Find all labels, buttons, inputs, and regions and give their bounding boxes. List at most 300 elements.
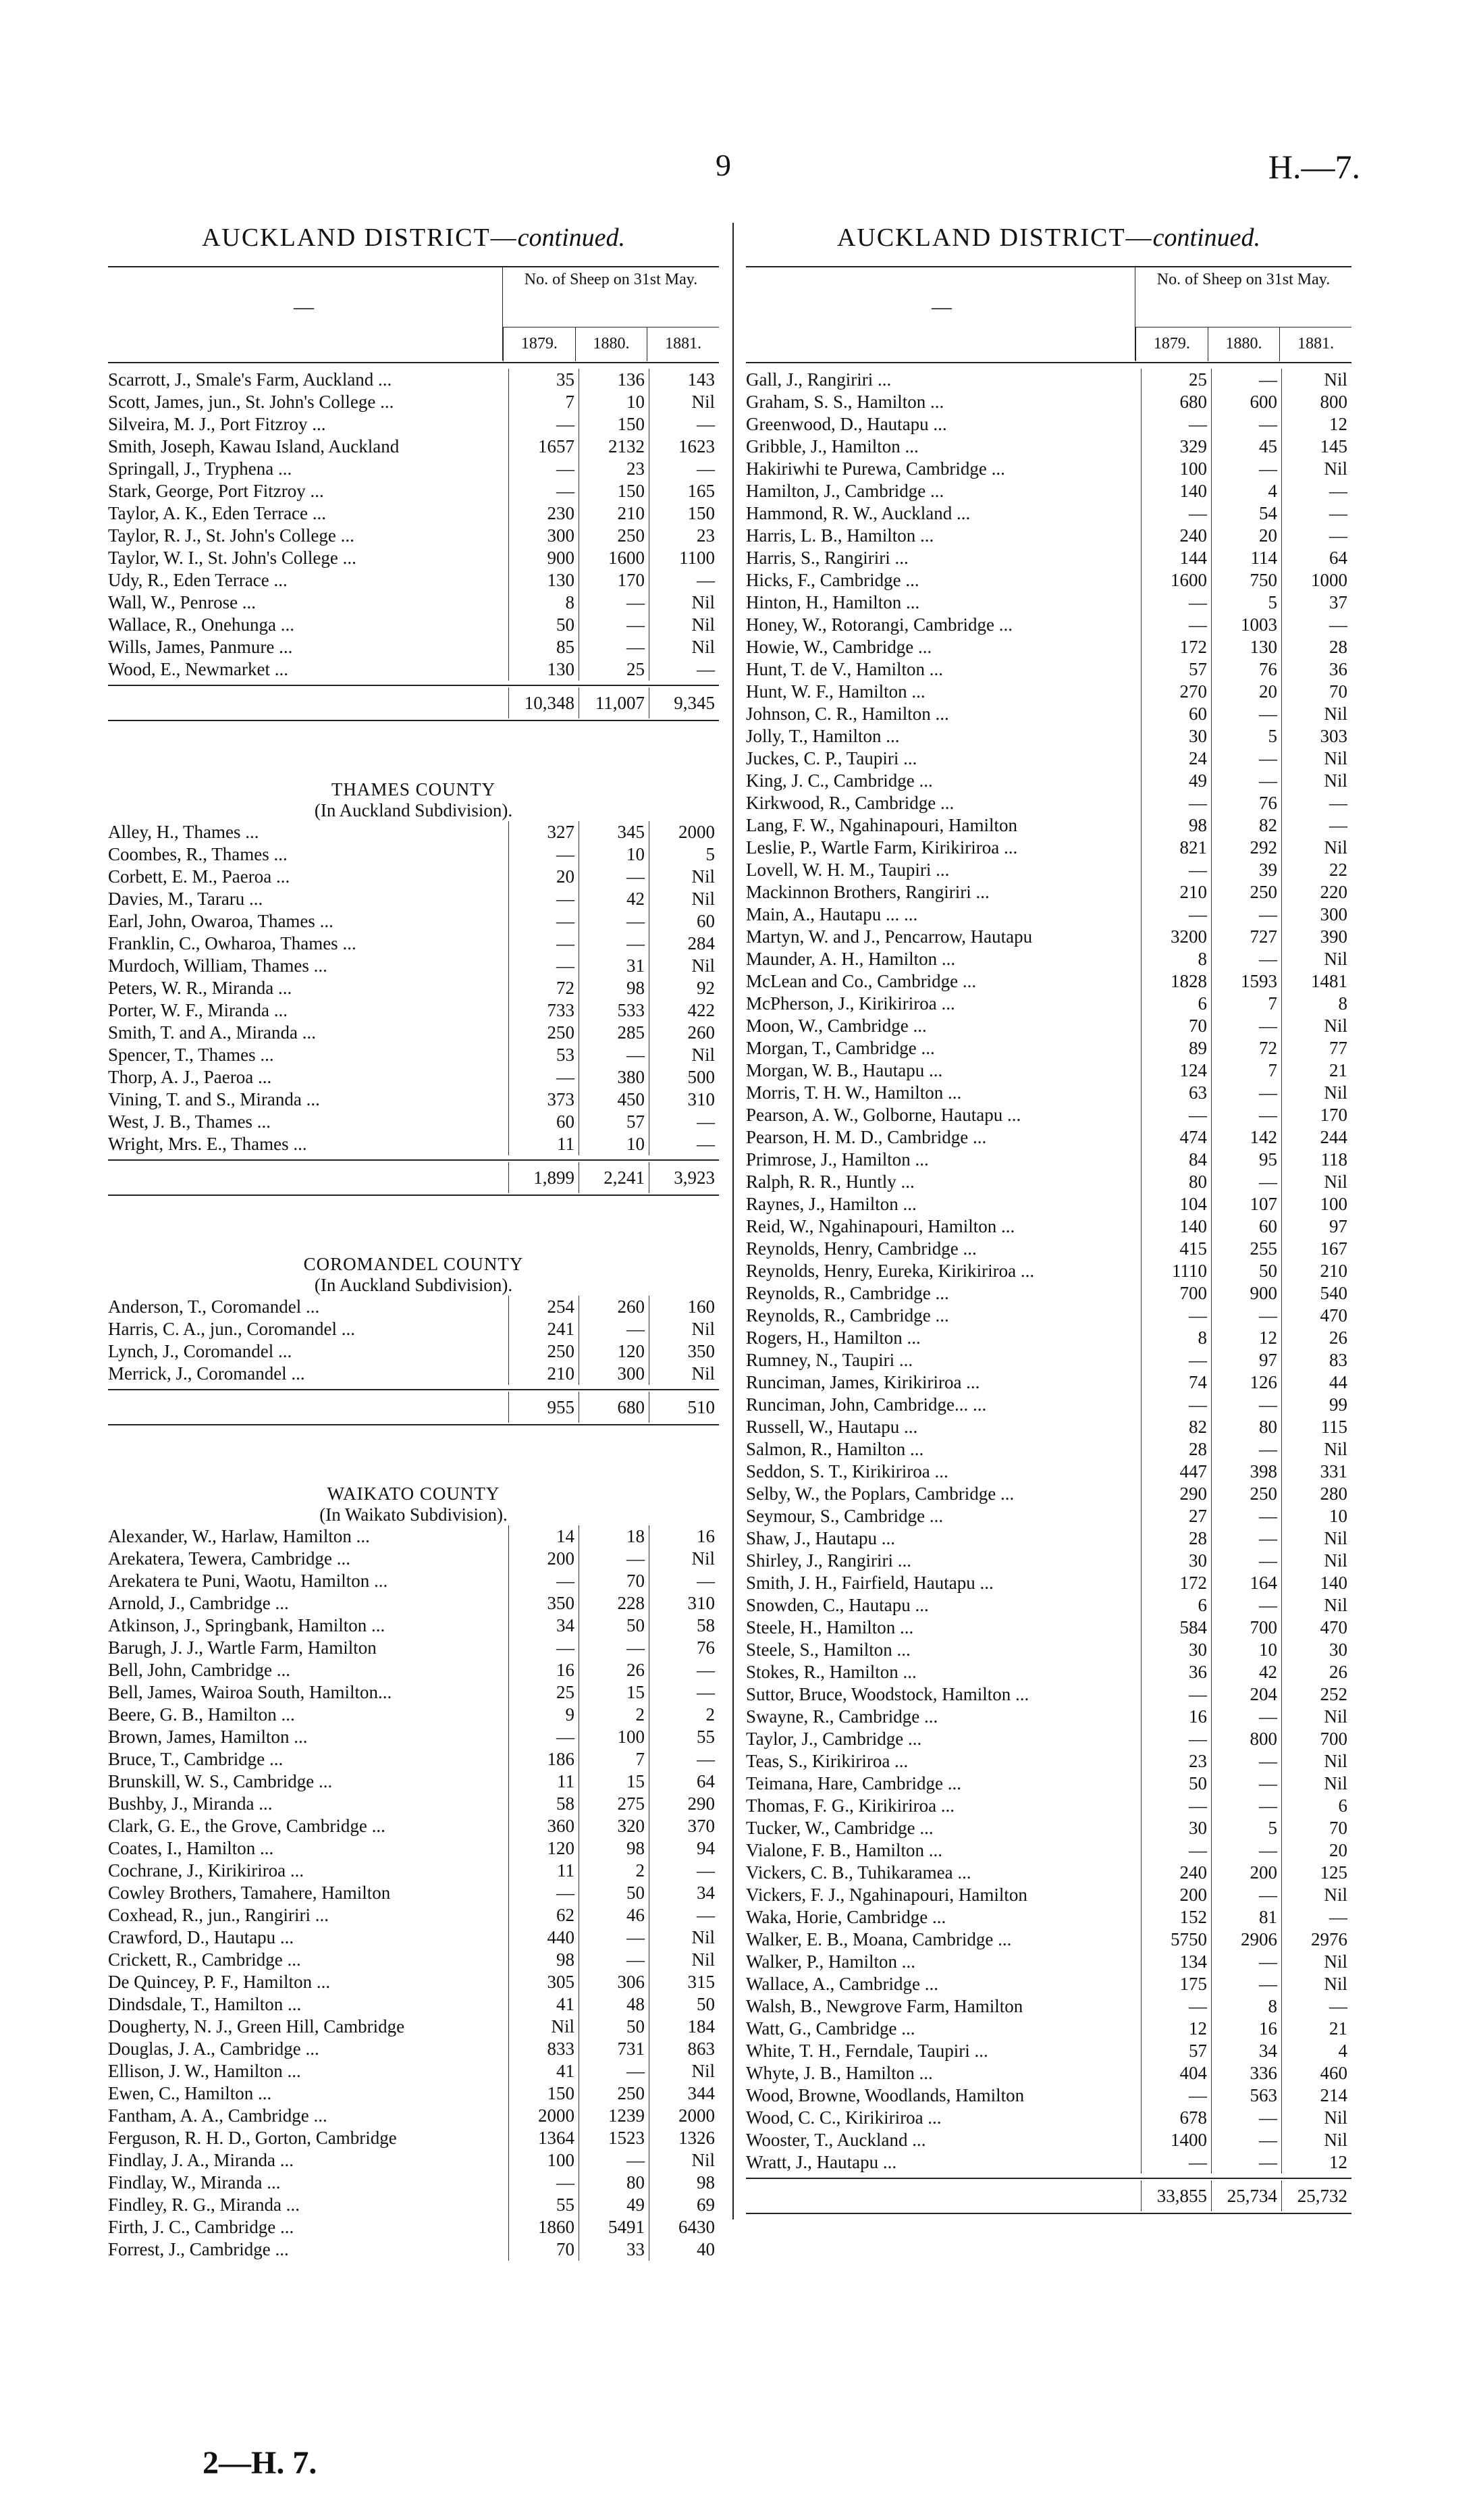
sheep-count: — [1211,1082,1281,1104]
sheep-count: 15 [579,1681,649,1704]
sheep-count: 94 [649,1837,719,1860]
sheep-count: — [649,458,719,480]
sheep-count: 115 [1281,1416,1351,1438]
owner-name: Davies, M., Tararu ... [108,889,263,909]
sheep-count: 167 [1281,1238,1351,1260]
owner-name: Smith, J. H., Fairfield, Hautapu ... [746,1573,994,1593]
table-row [746,1728,1351,1750]
owner-name: Kirkwood, R., Cambridge ... [746,793,955,813]
sheep-count: Nil [1281,1171,1351,1193]
sheep-count: Nil [1281,2129,1351,2151]
owner-name: Juckes, C. P., Taupiri ... [746,748,917,768]
year-1880: 1880. [575,327,647,361]
sheep-count: — [649,658,719,681]
owner-name: Wooster, T., Auckland ... [746,2130,926,2150]
sheep-count: — [1211,1527,1281,1550]
sheep-count: 34 [508,1615,579,1637]
sheep-count: — [1211,1839,1281,1862]
sheep-count: 2 [579,1860,649,1882]
sheep-count: — [1211,413,1281,436]
sheep-count: 563 [1211,2084,1281,2107]
sheep-count: 34 [1211,2040,1281,2062]
sheep-count: 2906 [1211,1928,1281,1951]
table-row [746,1305,1351,1327]
table-row [108,1837,719,1860]
sheep-count: 250 [1211,1483,1281,1505]
sheep-count: 14 [508,1525,579,1548]
sheep-count: 350 [649,1340,719,1363]
sheep-count: 250 [1211,881,1281,903]
owner-name: Scarrott, J., Smale's Farm, Auckland ... [108,369,392,390]
sheep-count: Nil [1281,1706,1351,1728]
owner-name: Alley, H., Thames ... [108,822,259,842]
owner-name: Watt, G., Cambridge ... [746,2018,915,2039]
owner-name: Dougherty, N. J., Green Hill, Cambridge [108,2016,405,2037]
sheep-count: 70 [1141,1015,1211,1037]
thames-total: 1,899 2,241 3,923 [108,1159,719,1196]
table-row [108,2172,719,2194]
sheep-count: — [508,843,579,866]
sheep-count: 7 [1211,1059,1281,1082]
table-row [746,391,1351,413]
column-title-right: AUCKLAND DISTRICT—continued. [836,224,1261,252]
thames-heading: THAMES COUNTY (In Auckland Subdivision). [314,779,513,820]
sheep-count: 1623 [649,436,719,458]
sheep-count: — [1211,2129,1281,2151]
owner-name: Waka, Horie, Cambridge ... [746,1907,946,1927]
owner-name: Pearson, H. M. D., Cambridge ... [746,1127,987,1147]
sheep-count: 41 [508,1993,579,2016]
table-row [746,1995,1351,2018]
sheep-count: 252 [1281,1683,1351,1706]
sheep-count: 76 [649,1637,719,1659]
sheep-count: 143 [649,369,719,391]
sheep-count: — [1141,1394,1211,1416]
header-dash-right: — [932,296,952,318]
table-row [746,1126,1351,1149]
sheep-count: 390 [1281,926,1351,948]
sheep-count: 336 [1211,2062,1281,2084]
sheep-count: 300 [579,1363,649,1385]
table-row [108,569,719,592]
year-1879: 1879. [1135,327,1208,361]
sheep-count: 284 [649,933,719,955]
sheep-count: Nil [649,1044,719,1066]
sheep-count: 1481 [1281,970,1351,993]
sheep-count: — [508,1066,579,1088]
sheep-count: 2 [579,1704,649,1726]
sheep-count: Nil [1281,1594,1351,1617]
sheep-count: 260 [579,1296,649,1318]
sheep-count: 50 [1211,1260,1281,1282]
sheep-count: 210 [1141,881,1211,903]
table-row [746,1015,1351,1037]
owner-name: White, T. H., Ferndale, Taupiri ... [746,2041,988,2061]
sheep-count: Nil [1281,770,1351,792]
sheep-count: 30 [1141,725,1211,747]
table-row [746,2151,1351,2174]
sheep-count: 4 [1211,480,1281,502]
sheep-count: 34 [649,1882,719,1904]
owner-name: Wills, James, Panmure ... [108,637,293,657]
owner-name: Coates, I., Hamilton ... [108,1838,274,1858]
sheep-count: 360 [508,1815,579,1837]
owner-name: Primrose, J., Hamilton ... [746,1149,929,1170]
sheep-count: 62 [508,1904,579,1926]
sheep-count: — [1211,770,1281,792]
owner-name: Vialone, F. B., Hamilton ... [746,1840,942,1860]
owner-name: Mackinnon Brothers, Rangiriri ... [746,882,990,902]
owner-name: Hunt, W. F., Hamilton ... [746,681,926,702]
table-row [746,2107,1351,2129]
sheep-count: 97 [1211,1349,1281,1371]
sheep-count: — [1211,1884,1281,1906]
table-row [746,413,1351,436]
sheep-count: 25 [1141,369,1211,391]
sheep-count: 49 [1141,770,1211,792]
table-row [108,2238,719,2261]
sheep-count: — [579,1926,649,1949]
sheep-count: 23 [579,458,649,480]
table-row [108,1133,719,1155]
sheep-count: Nil [649,614,719,636]
sheep-count: — [579,933,649,955]
table-row [746,859,1351,881]
sheep-count: 275 [579,1793,649,1815]
table-row [108,1704,719,1726]
sheep-count: — [1141,2084,1211,2107]
owner-name: Fantham, A. A., Cambridge ... [108,2105,327,2126]
sheep-count: 170 [1281,1104,1351,1126]
sheep-count: Nil [649,1949,719,1971]
sheep-count: — [1211,1438,1281,1461]
sheep-count: 97 [1281,1215,1351,1238]
table-row [746,903,1351,926]
sheep-count: 37 [1281,592,1351,614]
owner-name: Jolly, T., Hamilton ... [746,726,900,746]
table-row [746,814,1351,837]
sheep-count: 200 [1211,1862,1281,1884]
waikato-heading: WAIKATO COUNTY (In Waikato Subdivision). [319,1484,508,1525]
sheep-count: Nil [1281,1438,1351,1461]
owner-name: Runciman, James, Kirikiriroa ... [746,1372,980,1392]
sheep-count: 150 [649,502,719,525]
owner-name: Earl, John, Owaroa, Thames ... [108,911,333,931]
sheep-count: Nil [1281,1750,1351,1773]
table-row [108,1022,719,1044]
sheep-count: 100 [508,2149,579,2172]
sheep-count: 130 [508,658,579,681]
owner-name: Firth, J. C., Cambridge ... [108,2217,294,2237]
year-1880: 1880. [1208,327,1280,361]
sheep-count: — [1281,614,1351,636]
sheep-count: 55 [649,1726,719,1748]
table-row [108,413,719,436]
sheep-count: 210 [508,1363,579,1385]
sheep-count: — [1281,792,1351,814]
owner-name: Teas, S., Kirikiriroa ... [746,1751,909,1771]
owner-name: Reynolds, R., Cambridge ... [746,1283,949,1303]
sheep-count: 6430 [649,2216,719,2238]
header-dash: — [294,296,314,318]
owner-name: Wallace, A., Cambridge ... [746,1974,938,1994]
sheep-count: 30 [1141,1550,1211,1572]
table-row [108,1318,719,1340]
sheep-count: 10 [579,391,649,413]
sheep-count: 89 [1141,1037,1211,1059]
owner-name: Bushby, J., Miranda ... [108,1793,273,1814]
sheep-count: — [1141,1683,1211,1706]
sheep-count: 1400 [1141,2129,1211,2151]
sheep-count: — [1211,1305,1281,1327]
owner-name: Reynolds, Henry, Cambridge ... [746,1238,977,1259]
sheep-count: 85 [508,636,579,658]
auckland-rows [108,369,719,681]
sheep-count: — [1211,1104,1281,1126]
sheep-count: 70 [1281,1817,1351,1839]
owner-name: Dindsdale, T., Hamilton ... [108,1994,302,2014]
owner-name: Clark, G. E., the Grove, Cambridge ... [108,1816,385,1836]
sheep-count: 33 [579,2238,649,2261]
owner-name: Ewen, C., Hamilton ... [108,2083,272,2103]
sheep-count: 107 [1211,1193,1281,1215]
owner-name: McLean and Co., Cambridge ... [746,971,977,991]
table-row [746,725,1351,747]
table-row [108,1570,719,1592]
table-row [746,458,1351,480]
table-row [746,770,1351,792]
sheep-count: 250 [508,1022,579,1044]
sheep-count: 25 [579,658,649,681]
sheep-count: 30 [1141,1639,1211,1661]
table-row [746,1884,1351,1906]
sheep-count: — [1211,903,1281,926]
owner-name: Pearson, A. W., Golborne, Hautapu ... [746,1105,1021,1125]
table-row [746,926,1351,948]
table-row [746,1505,1351,1527]
sheep-count: 186 [508,1748,579,1770]
table-row [746,792,1351,814]
sheep-count: 23 [649,525,719,547]
sheep-count: 1600 [579,547,649,569]
owner-name: Merrick, J., Coromandel ... [108,1363,305,1384]
sheep-count: 50 [1141,1773,1211,1795]
sheep-count: 241 [508,1318,579,1340]
table-row [108,2060,719,2082]
sheep-count: 63 [1141,1082,1211,1104]
sheep-count: 114 [1211,547,1281,569]
sheep-count: — [1281,525,1351,547]
table-row [108,1770,719,1793]
owner-name: Taylor, W. I., St. John's College ... [108,548,356,568]
sheep-count: 11 [508,1770,579,1793]
table-row [746,2040,1351,2062]
table-row [108,1111,719,1133]
sheep-count: 200 [508,1548,579,1570]
sheep-count: 100 [1141,458,1211,480]
owner-name: Franklin, C., Owharoa, Thames ... [108,933,356,953]
table-row [746,1349,1351,1371]
owner-name: Runciman, John, Cambridge... ... [746,1394,987,1415]
sheep-count: 270 [1141,681,1211,703]
sheep-count: 30 [1281,1639,1351,1661]
owner-name: Hunt, T. de V., Hamilton ... [746,659,944,679]
table-row [108,2149,719,2172]
sheep-count: 39 [1211,859,1281,881]
owner-name: Salmon, R., Hamilton ... [746,1439,924,1459]
sheep-count: — [1281,814,1351,837]
sheep-count: — [649,1681,719,1704]
sheep-count: 8 [508,592,579,614]
sheep-count: — [579,636,649,658]
sheep-count: — [1211,1015,1281,1037]
sheep-count: — [579,1044,649,1066]
sheep-count: 31 [579,955,649,977]
sheep-count: 125 [1281,1862,1351,1884]
owner-name: Martyn, W. and J., Pencarrow, Hautapu [746,926,1033,947]
table-row [108,458,719,480]
sheep-count: 254 [508,1296,579,1318]
table-row [746,1617,1351,1639]
owner-name: Ellison, J. W., Hamilton ... [108,2061,301,2081]
owner-name: Udy, R., Eden Terrace ... [108,570,288,590]
sheep-count: 144 [1141,547,1211,569]
sheep-count: — [508,910,579,933]
owner-name: West, J. B., Thames ... [108,1111,271,1132]
sheep-count: 2132 [579,436,649,458]
sheep-count: 21 [1281,1059,1351,1082]
table-row [746,1661,1351,1683]
sheep-count: 700 [1211,1617,1281,1639]
owner-name: Morgan, W. B., Hautapu ... [746,1060,943,1080]
sheep-count: — [1141,2151,1211,2174]
sheep-count: 41 [508,2060,579,2082]
owner-name: Anderson, T., Coromandel ... [108,1296,320,1317]
table-row [746,1639,1351,1661]
sheep-count: 16 [649,1525,719,1548]
sheep-count: 57 [579,1111,649,1133]
table-row [108,1993,719,2016]
sheep-count: 8 [1141,1327,1211,1349]
owner-name: Bell, James, Wairoa South, Hamilton... [108,1682,392,1702]
table-row [108,1340,719,1363]
table-row [746,1193,1351,1215]
sheep-count: 303 [1281,725,1351,747]
sheep-count: 450 [579,1088,649,1111]
table-row [108,888,719,910]
sheep-count: 172 [1141,636,1211,658]
owner-name: Coombes, R., Thames ... [108,844,288,864]
table-row [108,1363,719,1385]
sheep-count: 120 [579,1340,649,1363]
sheep-count: 2000 [649,2105,719,2127]
sheep-count: Nil [649,2149,719,2172]
owner-name: Wood, E., Newmarket ... [108,659,289,679]
table-row [108,2082,719,2105]
owner-name: Harris, C. A., jun., Coromandel ... [108,1319,355,1339]
sheep-count: — [1281,480,1351,502]
sheep-count: — [1141,1728,1211,1750]
owner-name: Suttor, Bruce, Woodstock, Hamilton ... [746,1684,1029,1704]
owner-name: Shirley, J., Rangiriri ... [746,1550,911,1571]
owner-name: Atkinson, J., Springbank, Hamilton ... [108,1615,385,1635]
table-row [746,1282,1351,1305]
sheep-count: 84 [1141,1149,1211,1171]
table-row [108,2016,719,2038]
right-total: 33,855 25,734 25,732 [746,2178,1351,2214]
sheep-count: 731 [579,2038,649,2060]
sheep-count: 10 [579,1133,649,1155]
owner-name: Reynolds, R., Cambridge ... [746,1305,949,1325]
sheep-count: 8 [1141,948,1211,970]
sheep-count: — [1211,1171,1281,1193]
sheep-count: 600 [1211,391,1281,413]
owner-name: Thomas, F. G., Kirikiriroa ... [746,1795,955,1816]
sheep-count: 58 [508,1793,579,1815]
owner-name: Arekatera, Tewera, Cambridge ... [108,1548,350,1569]
sheep-count: 6 [1141,993,1211,1015]
sheep-count: — [649,1659,719,1681]
sheep-count: — [1211,1750,1281,1773]
sheep-count: 26 [1281,1661,1351,1683]
sheep-count: 447 [1141,1461,1211,1483]
sheep-count: Nil [649,2060,719,2082]
table-row [746,480,1351,502]
owner-name: Hinton, H., Hamilton ... [746,592,920,612]
sheep-count: 210 [1281,1260,1351,1282]
sheep-count: 124 [1141,1059,1211,1082]
sheep-count: Nil [1281,458,1351,480]
table-row [108,391,719,413]
owner-name: Main, A., Hautapu ... ... [746,904,918,924]
table-row [746,2084,1351,2107]
owner-name: Crawford, D., Hautapu ... [108,1927,294,1947]
sheep-count: 50 [649,1993,719,2016]
sheep-count: 398 [1211,1461,1281,1483]
owner-name: Harris, L. B., Hamilton ... [746,525,934,546]
table-row [108,1659,719,1681]
sheep-count: 331 [1281,1461,1351,1483]
sheep-count: Nil [649,1363,719,1385]
sheep-count: 228 [579,1592,649,1615]
owner-name: Rogers, H., Hamilton ... [746,1328,921,1348]
table-row [746,1215,1351,1238]
owner-name: Lang, F. W., Ngahinapouri, Hamilton [746,815,1018,835]
table-row [746,948,1351,970]
owner-name: Thorp, A. J., Paeroa ... [108,1067,272,1087]
sheep-count: 244 [1281,1126,1351,1149]
sheep-count: Nil [1281,1527,1351,1550]
owner-name: Walsh, B., Newgrove Farm, Hamilton [746,1996,1023,2016]
sheep-count: — [1281,1995,1351,2018]
sheep-count: — [649,1570,719,1592]
sheep-count: — [508,933,579,955]
sheep-count: 474 [1141,1126,1211,1149]
coromandel-rows [108,1296,719,1385]
sheep-count: 24 [1141,747,1211,770]
sheep-count: 152 [1141,1906,1211,1928]
table-row [746,658,1351,681]
owner-name: Peters, W. R., Miranda ... [108,978,292,998]
owner-name: Vining, T. and S., Miranda ... [108,1089,320,1109]
sheep-count: 140 [1141,1215,1211,1238]
sheep-count: 290 [649,1793,719,1815]
owner-name: Tucker, W., Cambridge ... [746,1818,934,1838]
owner-name: Forrest, J., Cambridge ... [108,2239,289,2259]
sheep-count: 164 [1211,1572,1281,1594]
owner-name: Hakiriwhi te Purewa, Cambridge ... [746,458,1005,479]
right-rows [746,369,1351,2174]
